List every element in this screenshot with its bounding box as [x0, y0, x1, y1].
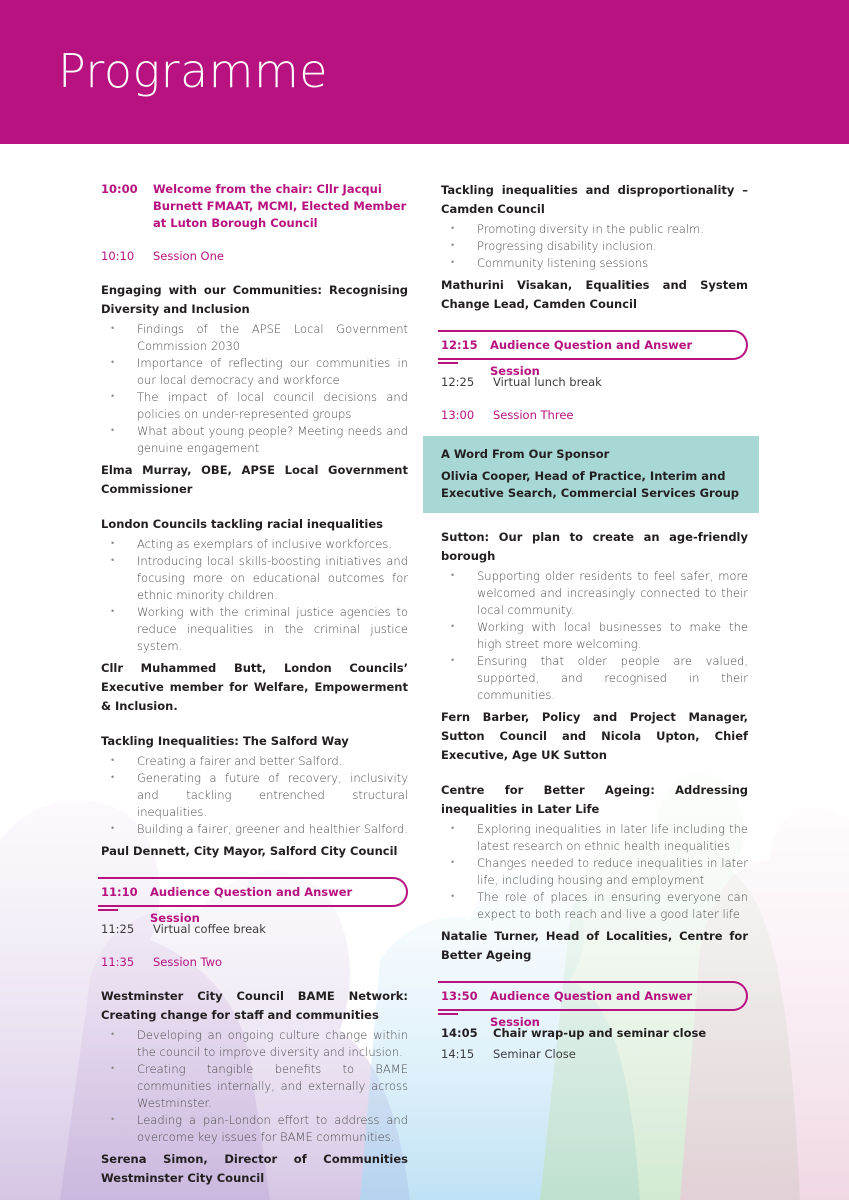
agenda-time: 13:50	[441, 989, 478, 1003]
agenda-label: Virtual lunch break	[493, 375, 602, 389]
agenda-time: 11:35	[101, 955, 135, 969]
page-title: Programme	[58, 44, 329, 98]
talk-title: Tackling inequalities and disproportionality – Camden Council	[441, 183, 748, 216]
sponsor-body: Olivia Cooper, Head of Practice, Interim and Executive Search, Commercial Services Group	[441, 469, 740, 500]
agenda-label: Welcome from the chair: Cllr Jacqui Burnett FMAAT, MCMI, Elected Member at Luton Borough Council	[153, 182, 407, 230]
list-item: • Acting as exemplars of inclusive workforces.	[101, 536, 408, 553]
list-item: • Findings of the APSE Local Government Commission 2030	[101, 321, 408, 355]
list-item: • Exploring inequalities in later life including the latest research on ethnic health inequalities	[441, 821, 748, 855]
agenda-label: Chair wrap-up and seminar close	[493, 1026, 707, 1040]
list-item: • Working with the criminal justice agencies to reduce inequalities in the criminal justice system.	[101, 604, 408, 655]
list-item: • Community listening sessions	[441, 255, 748, 272]
talk-bullets	[101, 321, 408, 457]
talk-speaker: Cllr Muhammed Butt, London Councils’ Executive member for Welfare, Empowerment & Inclusion.	[101, 661, 408, 713]
talk-speaker: Paul Dennett, City Mayor, Salford City Council	[101, 844, 398, 858]
talk-speaker: Serena Simon, Director of Communities Westminster City Council	[101, 1152, 408, 1185]
agenda-item-wrap-up	[441, 1025, 748, 1042]
talk-title: Engaging with our Communities: Recognising Diversity and Inclusion	[101, 283, 408, 316]
list-item: • Developing an ongoing culture change within the council to improve diversity and inclusion.	[101, 1027, 408, 1061]
list-item: • Generating a future of recovery, inclusivity and tackling entrenched structural inequalities.	[101, 770, 408, 821]
agenda-time: 14:15	[441, 1047, 475, 1061]
agenda-time: 11:25	[101, 922, 135, 936]
talk-speaker: Elma Murray, OBE, APSE Local Government Commissioner	[101, 463, 408, 496]
talk-bullets	[101, 1027, 408, 1146]
agenda-label: Session One	[153, 249, 224, 263]
list-item: • Creating tangible benefits to BAME communities internally, and externally across Westminster.	[101, 1061, 408, 1112]
talk-bullets	[101, 536, 408, 655]
programme-right-column	[441, 181, 748, 1067]
talk-speaker: Mathurini Visakan, Equalities and System Change Lead, Camden Council	[441, 278, 748, 311]
list-item: • Progressing disability inclusion.	[441, 238, 748, 255]
talk-bullets	[441, 821, 748, 923]
list-item: • Introducing local skills-boosting initiatives and focusing more on educational outcomes for ethnic minority children.	[101, 553, 408, 604]
list-item: • Leading a pan-London effort to address and overcome key issues for BAME communities.	[101, 1112, 408, 1146]
list-item: • Changes needed to reduce inequalities in later life, including housing and employment	[441, 855, 748, 889]
list-item: • Creating a fairer and better Salford.	[101, 753, 408, 770]
talk-bullets	[441, 221, 748, 272]
talk-speaker: Fern Barber, Policy and Project Manager, Sutton Council and Nicola Upton, Chief Executive, Age UK Sutton	[441, 710, 748, 762]
agenda-label: Audience Question and Answer Session	[150, 885, 353, 925]
agenda-time: 12:15	[441, 338, 478, 352]
list-item: • Ensuring that older people are valued, supported, and recognised in their communities.	[441, 653, 748, 704]
list-item: • The role of places in ensuring everyone can expect to both reach and live a good later life	[441, 889, 748, 923]
qa-session-badge	[438, 330, 748, 378]
list-item: • Promoting diversity in the public realm.	[441, 221, 748, 238]
talk-bullets	[441, 568, 748, 704]
qa-session-badge	[438, 981, 748, 1029]
agenda-item-session-three	[441, 407, 748, 424]
agenda-time: 10:00	[101, 182, 138, 196]
agenda-label: Audience Question and Answer Session	[490, 989, 693, 1029]
list-item: • What about young people? Meeting needs and genuine engagement	[101, 423, 408, 457]
talk-bullets	[101, 753, 408, 838]
talk-title: London Councils tackling racial inequalities	[101, 517, 384, 531]
agenda-label: Session Three	[493, 408, 574, 422]
agenda-time: 13:00	[441, 408, 475, 422]
agenda-time: 14:05	[441, 1026, 478, 1040]
talk-title: Centre for Better Ageing: Addressing inequalities in Later Life	[441, 783, 748, 816]
sponsor-box	[423, 436, 759, 513]
agenda-item-seminar-close	[441, 1046, 748, 1063]
qa-session-badge	[98, 877, 408, 925]
agenda-time: 12:25	[441, 375, 475, 389]
list-item: • The impact of local council decisions and policies on under-represented groups	[101, 389, 408, 423]
page-header-banner	[0, 0, 849, 144]
agenda-label: Seminar Close	[493, 1047, 576, 1061]
agenda-item-session-two	[101, 954, 408, 971]
sponsor-heading: A Word From Our Sponsor	[441, 447, 610, 461]
talk-speaker: Natalie Turner, Head of Localities, Centre for Better Ageing	[441, 929, 748, 962]
list-item: • Working with local businesses to make the high street more welcoming.	[441, 619, 748, 653]
agenda-label: Session Two	[153, 955, 223, 969]
programme-left-column	[101, 181, 408, 1200]
agenda-item-welcome	[101, 181, 408, 232]
list-item: • Importance of reflecting our communities in our local democracy and workforce	[101, 355, 408, 389]
list-item: • Supporting older residents to feel safer, more welcomed and increasingly connected to their local community.	[441, 568, 748, 619]
agenda-time: 11:10	[101, 885, 138, 899]
agenda-item-lunch	[441, 374, 748, 391]
agenda-item-session-one	[101, 248, 408, 265]
agenda-label: Virtual coffee break	[153, 922, 266, 936]
talk-title: Tackling Inequalities: The Salford Way	[101, 734, 349, 748]
agenda-item-coffee	[101, 921, 408, 938]
agenda-time: 10:10	[101, 249, 135, 263]
talk-title: Westminster City Council BAME Network: Creating change for staff and communities	[101, 989, 408, 1022]
list-item: • Building a fairer, greener and healthier Salford.	[101, 821, 408, 838]
talk-title: Sutton: Our plan to create an age-friendly borough	[441, 530, 748, 563]
agenda-label: Audience Question and Answer Session	[490, 338, 693, 378]
